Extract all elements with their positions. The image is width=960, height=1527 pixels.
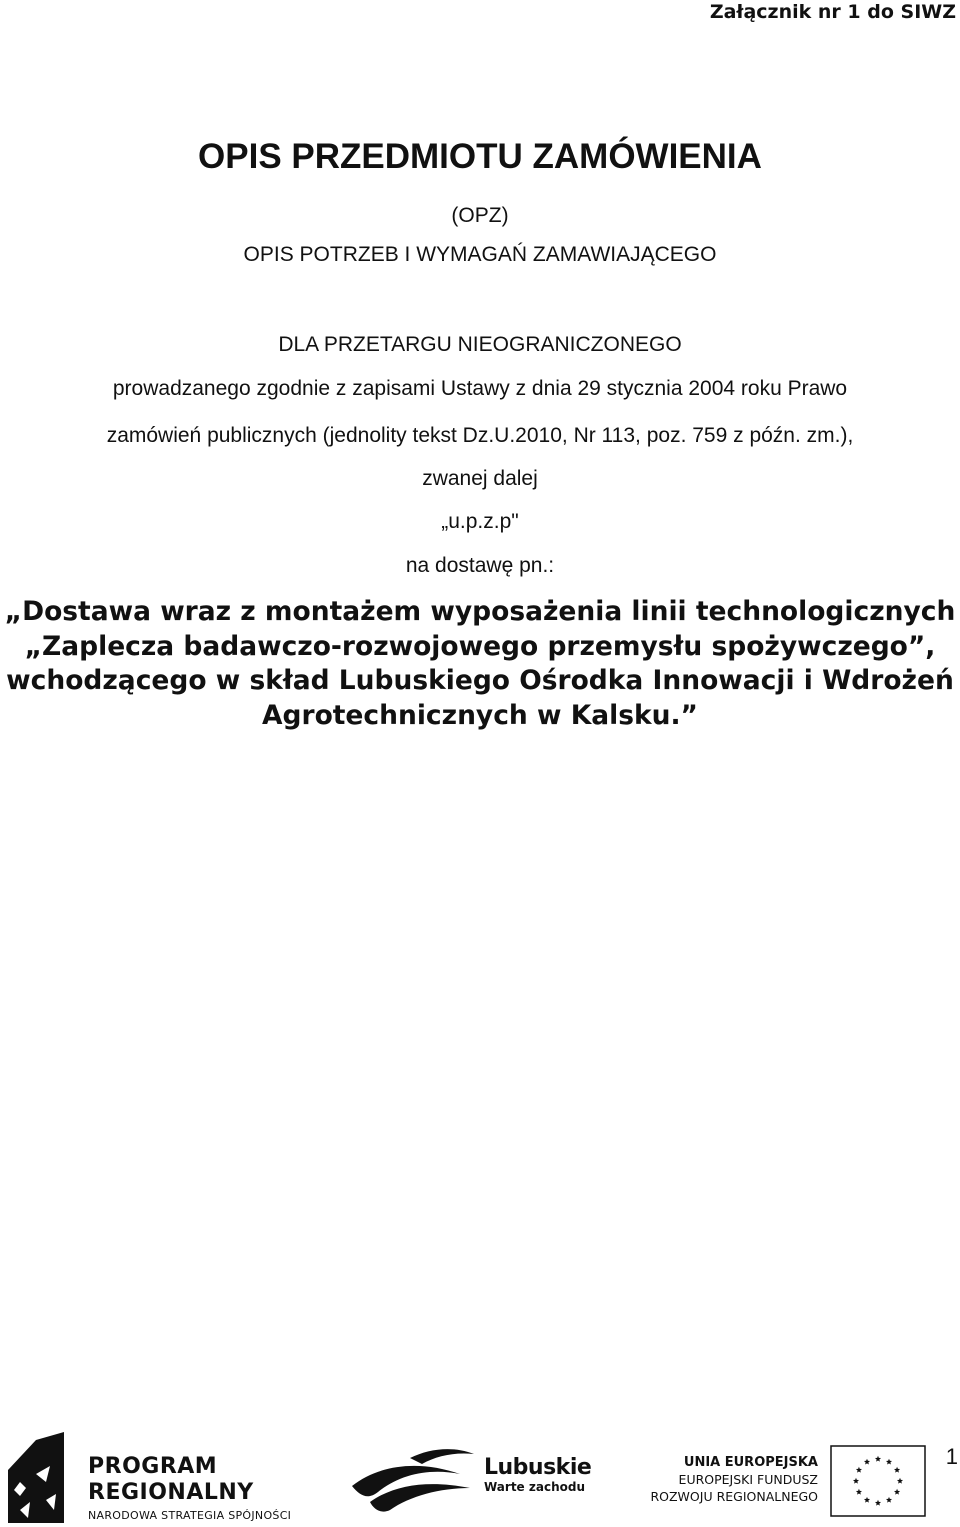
- eu-label-line: ROZWOJU REGIONALNEGO: [650, 1489, 818, 1504]
- region-name: Lubuskie: [484, 1455, 592, 1480]
- program-title-line: PROGRAM: [88, 1454, 218, 1479]
- legal-basis-line: na dostawę pn.:: [405, 554, 555, 577]
- program-subtitle: NARODOWA STRATEGIA SPÓJNOŚCI: [88, 1509, 292, 1522]
- legal-basis-line: zamówień publicznych (jednolity tekst Dz.U.2010, Nr 113, poz. 759 z późn. zm.),: [106, 424, 854, 447]
- page-number: 1: [945, 1444, 958, 1469]
- legal-basis-line: zwanej dalej: [422, 467, 538, 490]
- footer-logos: [0, 1420, 960, 1527]
- eu-fund-label: [640, 1454, 818, 1505]
- tender-type: DLA PRZETARGU NIEOGRANICZONEGO: [278, 333, 682, 356]
- eu-label-line: UNIA EUROPEJSKA: [683, 1455, 818, 1470]
- document-title: OPIS PRZEDMIOTU ZAMÓWIENIA: [198, 137, 762, 176]
- subject-line: wchodzącego w skład Lubuskiego Ośrodka Innowacji i Wdrożeń: [6, 665, 954, 696]
- subject-line: Agrotechnicznych w Kalsku.”: [262, 699, 698, 731]
- national-cohesion-strategy-logo-icon: [6, 1430, 66, 1525]
- program-title-line: REGIONALNY: [88, 1480, 254, 1505]
- annex-label: Załącznik nr 1 do SIWZ: [709, 1, 956, 23]
- subject-line: „Zaplecza badawczo-rozwojowego przemysłu spożywczego”,: [24, 630, 936, 662]
- procurement-subject: [0, 595, 960, 733]
- program-regionalny-logo: [88, 1454, 291, 1523]
- lubuskie-swoosh-icon: [350, 1444, 476, 1514]
- eu-label-line: EUROPEJSKI FUNDUSZ: [678, 1472, 818, 1487]
- document-subtitle: OPIS POTRZEB I WYMAGAŃ ZAMAWIAJĄCEGO: [243, 243, 717, 266]
- legal-basis-line: prowadzanego zgodnie z zapisami Ustawy z dnia 29 stycznia 2004 roku Prawo: [112, 377, 848, 400]
- document-abbreviation: (OPZ): [451, 204, 509, 227]
- lubuskie-logo: [484, 1456, 591, 1494]
- legal-basis-line: „u.p.z.p": [441, 510, 519, 533]
- region-tagline: Warte zachodu: [484, 1480, 585, 1494]
- subject-line: „Dostawa wraz z montażem wyposażenia linii technologicznych: [4, 596, 956, 627]
- eu-flag-icon: [830, 1445, 926, 1517]
